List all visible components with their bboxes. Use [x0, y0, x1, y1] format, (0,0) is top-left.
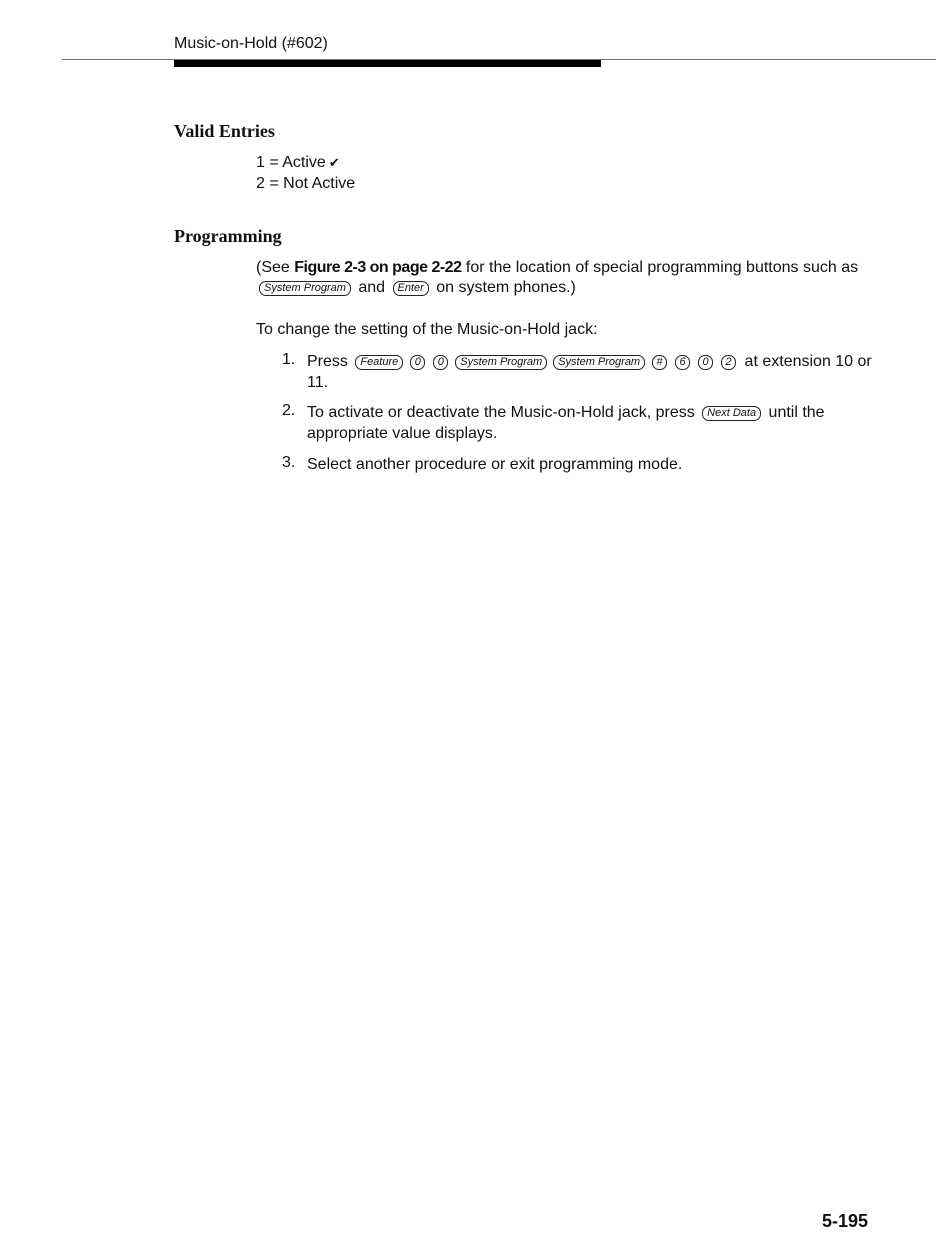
header-bar	[174, 60, 601, 67]
digit-key-0: 0	[433, 355, 448, 370]
digit-key-6: 6	[675, 355, 690, 370]
step-3-text: Select another procedure or exit programming mode.	[307, 456, 683, 473]
see-prefix: (See	[256, 259, 295, 276]
next-data-key: Next Data	[702, 406, 761, 421]
digit-key-0: 0	[698, 355, 713, 370]
step-1-number: 1.	[282, 351, 296, 368]
see-figure-paragraph	[256, 258, 876, 298]
enter-key: Enter	[393, 281, 429, 296]
feature-key: Feature	[355, 355, 403, 370]
system-program-key: System Program	[553, 355, 645, 370]
step-3-number: 3.	[282, 454, 296, 471]
step-2-text	[307, 402, 872, 444]
step-1-suffix: at extension 10 or 11.	[307, 353, 872, 391]
intro-text: To change the setting of the Music-on-Hold jack:	[256, 321, 598, 338]
step-2-suffix: until the appropriate value displays.	[307, 404, 825, 442]
and-text: and	[353, 279, 390, 296]
system-program-key: System Program	[259, 281, 351, 296]
system-program-key: System Program	[455, 355, 547, 370]
step-2-prefix: To activate or deactivate the Music-on-Hold jack, press	[307, 404, 700, 421]
digit-key-0: 0	[410, 355, 425, 370]
pound-key: #	[652, 355, 667, 370]
see-mid: for the location of special programming buttons such as	[461, 259, 859, 276]
digit-key-2: 2	[721, 355, 736, 370]
page-number: 5-195	[821, 1211, 868, 1231]
step-1-text	[307, 351, 872, 393]
figure-reference: Figure 2-3 on page 2-22	[294, 259, 462, 276]
step-1-prefix: Press	[307, 353, 353, 370]
checkmark-icon: ✔	[328, 155, 340, 170]
entry-active	[256, 154, 340, 172]
step-2-number: 2.	[282, 402, 296, 419]
programming-heading: Programming	[174, 226, 282, 246]
header-title: Music-on-Hold (#602)	[174, 35, 328, 52]
entry-active-text: 1 = Active	[256, 154, 326, 171]
entry-not-active: 2 = Not Active	[256, 175, 356, 192]
valid-entries-heading: Valid Entries	[174, 121, 275, 141]
see-suffix: on system phones.)	[431, 279, 576, 296]
